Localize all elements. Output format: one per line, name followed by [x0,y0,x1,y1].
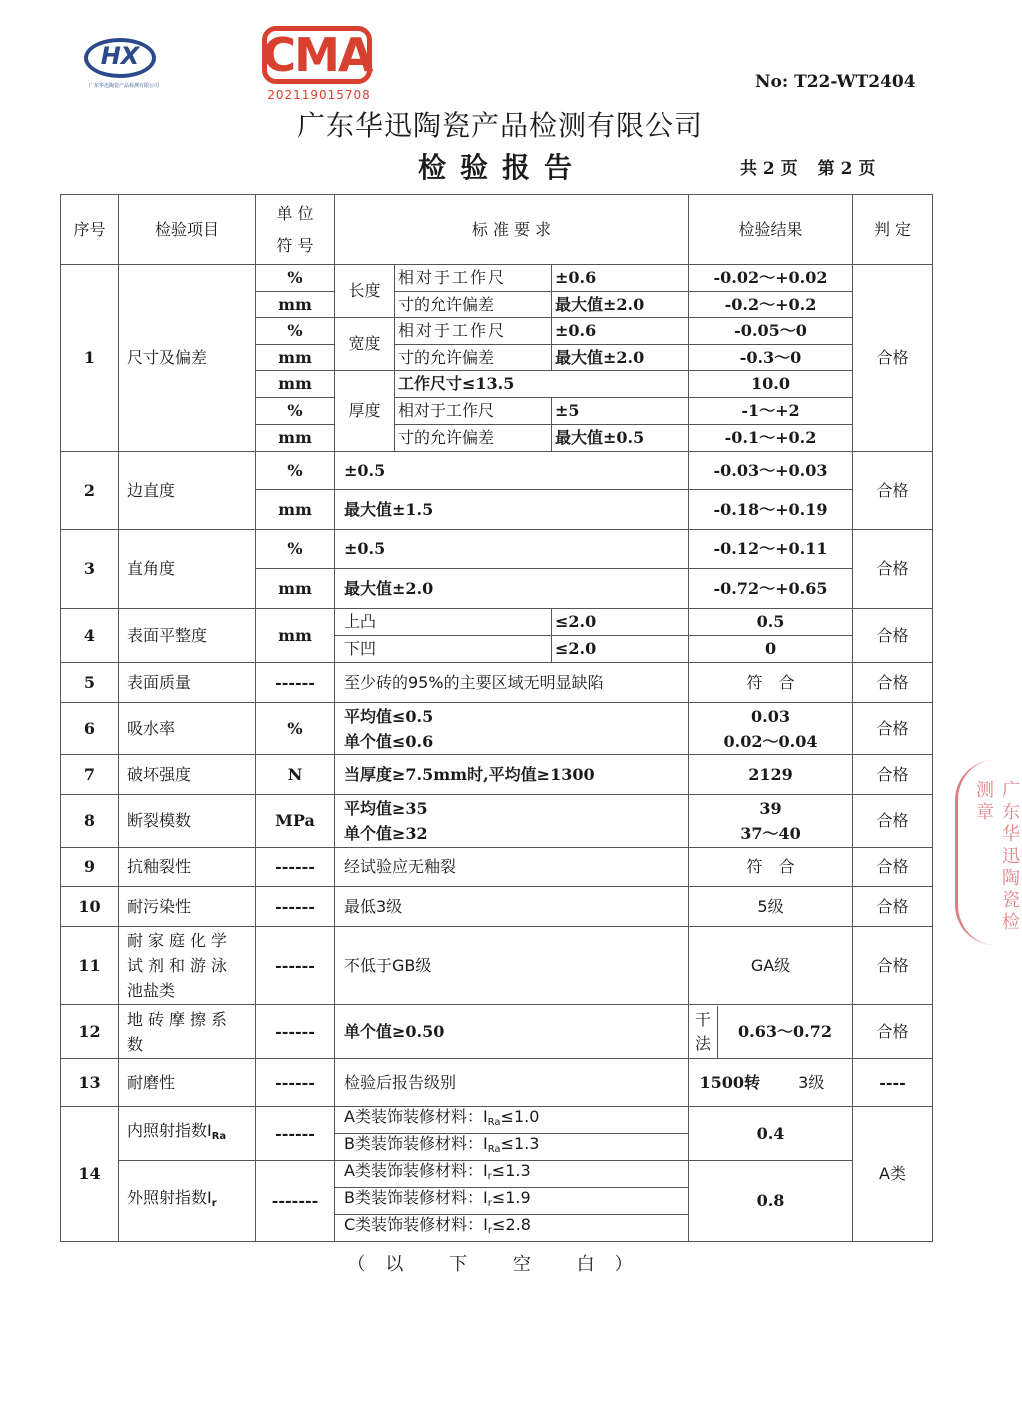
row14-item-internal-text: 内照射指数I [127,1120,212,1140]
row14-std-external-a-sub: r [487,1171,492,1182]
row12-standard: 单个值≥0.50 [335,1005,689,1059]
row7-verdict: 合格 [853,755,933,795]
row6-result-line1: 0.03 [751,706,790,726]
row7-seq: 7 [61,755,119,795]
row2-result-1: -0.03～+0.03 [689,452,853,490]
cma-number: 202119015708 [267,88,371,102]
row14-std-internal-a-sub: Ra [487,1117,501,1128]
cma-logo [258,24,380,106]
row8-standard-line1: 平均值≥35 [344,799,428,818]
row14-std-external-b-limit: ≤1.9 [491,1188,531,1207]
row8-standard [335,795,689,848]
row1-value-6: ±5 [552,398,689,425]
row1-width-desc-1: 相对于工作尺 [395,318,552,345]
row13-item: 耐磨性 [119,1059,256,1107]
row6-result-line2: 0.02～0.04 [723,731,818,751]
row11-verdict: 合格 [853,927,933,1005]
row14-std-internal-a-text: A类装饰装修材料：I [344,1107,488,1126]
row6-unit: % [256,703,335,755]
row11-result: GA级 [689,927,853,1005]
row6-standard-line2: 单个值≤0.6 [344,731,434,751]
row14-item-external-text: 外照射指数I [127,1188,212,1207]
row2-seq: 2 [61,452,119,530]
row12-method [689,1006,718,1058]
row10-item: 耐污染性 [119,887,256,927]
row12-item-line2: 数 [127,1034,149,1054]
row9-item: 抗釉裂性 [119,848,256,887]
row4-convex-label: 上凸 [335,609,552,636]
row1-thickness-label: 厚度 [335,371,395,452]
row1-unit-2: mm [256,292,335,318]
report-title: 检验报告 [418,151,587,184]
row11-item [119,927,256,1005]
row1-unit-6: % [256,398,335,425]
row4-concave-value: ≤2.0 [552,636,689,663]
row9-standard: 经试验应无釉裂 [335,848,689,887]
row7-standard: 当厚度≥7.5mm时,平均值≥1300 [335,755,689,795]
row14-std-internal-a [335,1107,689,1134]
row1-seq: 1 [61,265,119,452]
row1-value-1: ±0.6 [552,265,689,292]
table-row [61,265,933,292]
row13-result-revolutions: 1500转 [699,1072,761,1092]
row12-result: 0.63～0.72 [738,1021,832,1041]
row10-result: 5级 [689,887,853,927]
row14-item-external-sub: r [211,1198,217,1209]
row1-thickness-desc-1: 相对于工作尺 [395,398,552,425]
row14-std-external-b-sub: r [487,1198,492,1209]
table-row [61,703,933,755]
row4-concave-result: 0 [689,636,853,663]
table-row [61,530,933,569]
row2-unit-1: % [256,452,335,490]
row3-result-1: -0.12～+0.11 [689,530,853,569]
row3-standard-1: ±0.5 [335,530,689,569]
row11-item-line3: 池盐类 [127,981,176,1000]
row4-item: 表面平整度 [119,609,256,663]
seal-stamp-text: 广东华迅陶瓷检测章 [973,780,1020,934]
row9-unit: ------ [256,848,335,887]
row14-verdict: A类 [853,1107,933,1242]
row6-standard [335,703,689,755]
row1-unit-7: mm [256,425,335,452]
row14-std-external-b-text: B类装饰装修材料：I [344,1188,488,1207]
table-row [61,1059,933,1107]
blank-below-note: （以 下 空 白） [347,1254,653,1275]
table-row [61,848,933,887]
col-verdict-header: 判 定 [853,195,933,265]
col-seq-header: 序号 [61,195,119,265]
row11-item-line2: 试剂和游泳 [127,956,233,975]
table-row [61,1107,933,1134]
row5-verdict: 合格 [853,663,933,703]
table-row [61,927,933,1005]
row5-item: 表面质量 [119,663,256,703]
row12-item-line1: 地砖摩擦系 [127,1009,233,1029]
row14-std-internal-a-limit: ≤1.0 [500,1107,540,1126]
row3-verdict: 合格 [853,530,933,609]
total-pages: 共 2 页 [740,159,798,179]
row13-unit: ------ [256,1059,335,1107]
row6-standard-line1: 平均值≤0.5 [344,706,434,726]
row14-std-external-c [335,1215,689,1242]
row4-convex-result: 0.5 [689,609,853,636]
col-unit-header-line2: 符 号 [276,235,314,255]
row13-result-grade: 3级 [798,1072,825,1092]
row11-seq: 11 [61,927,119,1005]
hx-logo-subtitle: 广东华迅陶瓷产品检测有限公司 [88,83,159,89]
row9-seq: 9 [61,848,119,887]
row1-value-2: 最大值±2.0 [552,292,689,318]
row5-seq: 5 [61,663,119,703]
table-row [61,795,933,848]
row1-result-3: -0.05～0 [689,318,853,345]
col-item-header: 检验项目 [119,195,256,265]
row1-unit-1: % [256,265,335,292]
row14-std-external-c-sub: r [487,1225,493,1236]
current-page: 第 2 页 [817,159,876,179]
inspection-table [60,194,933,1242]
row1-value-4: 最大值±2.0 [552,345,689,371]
row9-result: 符 合 [689,848,853,887]
col-unit-header [256,195,335,265]
row8-item: 断裂模数 [119,795,256,848]
row14-item-internal-sub: Ra [211,1130,227,1142]
row1-length-label: 长度 [335,265,395,318]
table-row [61,1005,933,1059]
row8-seq: 8 [61,795,119,848]
table-row [61,609,933,636]
row3-seq: 3 [61,530,119,609]
row2-verdict: 合格 [853,452,933,530]
row5-unit: ------ [256,663,335,703]
row13-standard: 检验后报告级别 [335,1059,689,1107]
table-row [61,887,933,927]
row1-value-5: 工作尺寸≤13.5 [395,371,689,398]
table-row [61,755,933,795]
row1-item: 尺寸及偏差 [119,265,256,452]
row8-verdict: 合格 [853,795,933,848]
row13-result-cell [689,1059,853,1107]
row7-item: 破坏强度 [119,755,256,795]
row12-unit: ------ [256,1005,335,1059]
row2-item: 边直度 [119,452,256,530]
table-header-row [61,195,933,265]
row3-standard-2: 最大值±2.0 [335,569,689,609]
row3-unit-2: mm [256,569,335,609]
row12-result-cell [689,1005,853,1059]
row12-method-line1: 干 [695,1009,712,1029]
row12-seq: 12 [61,1005,119,1059]
row14-result-internal: 0.4 [689,1107,853,1161]
row1-result-1: -0.02～+0.02 [689,265,853,292]
row1-result-2: -0.2～+0.2 [689,292,853,318]
col-result-header: 检验结果 [689,195,853,265]
col-unit-header-line1: 单 位 [276,203,314,223]
cma-logo-letters: CMA [262,28,372,82]
row1-unit-5: mm [256,371,335,398]
row1-thickness-desc-2: 寸的允许偏差 [395,425,552,452]
row4-seq: 4 [61,609,119,663]
row4-unit: mm [256,609,335,663]
row14-std-external-a [335,1161,689,1188]
row4-convex-value: ≤2.0 [552,609,689,636]
row14-std-external-a-limit: ≤1.3 [491,1161,531,1180]
row10-verdict: 合格 [853,887,933,927]
row8-result-line1: 39 [759,799,782,818]
hx-logo [78,38,170,93]
row1-width-label: 宽度 [335,318,395,371]
company-name: 广东华迅陶瓷产品检测有限公司 [296,109,703,142]
table-row [61,1161,933,1188]
row12-verdict: 合格 [853,1005,933,1059]
row13-seq: 13 [61,1059,119,1107]
table-row [61,452,933,490]
row1-verdict: 合格 [853,265,933,452]
col-standard-header: 标 准 要 求 [335,195,689,265]
row1-unit-3: % [256,318,335,345]
row7-result: 2129 [689,755,853,795]
row1-unit-4: mm [256,345,335,371]
row3-item: 直角度 [119,530,256,609]
row2-unit-2: mm [256,490,335,530]
row1-value-3: ±0.6 [552,318,689,345]
row6-result [689,703,853,755]
seal-stamp [955,760,1020,945]
row1-length-desc-2: 寸的允许偏差 [395,292,552,318]
row8-standard-line2: 单个值≥32 [344,824,428,843]
row1-result-4: -0.3～0 [689,345,853,371]
row13-verdict: ---- [853,1059,933,1107]
row14-std-external-b [335,1188,689,1215]
row4-verdict: 合格 [853,609,933,663]
row14-seq: 14 [61,1107,119,1242]
row14-std-internal-b-text: B类装饰装修材料：I [344,1134,488,1153]
row7-unit: N [256,755,335,795]
row5-result: 符 合 [689,663,853,703]
row9-verdict: 合格 [853,848,933,887]
row14-std-internal-b-sub: Ra [487,1144,501,1155]
row5-standard: 至少砖的95%的主要区域无明显缺陷 [335,663,689,703]
row4-concave-label: 下凹 [335,636,552,663]
row6-item: 吸水率 [119,703,256,755]
row14-item-internal [119,1107,256,1161]
row10-seq: 10 [61,887,119,927]
row8-result [689,795,853,848]
row1-result-7: -0.1～+0.2 [689,425,853,452]
row8-unit: MPa [256,795,335,848]
report-number: No: T22-WT2404 [755,72,916,92]
row14-result-external: 0.8 [689,1161,853,1242]
row2-standard-2: 最大值±1.5 [335,490,689,530]
row1-value-7: 最大值±0.5 [552,425,689,452]
row6-seq: 6 [61,703,119,755]
row3-result-2: -0.72～+0.65 [689,569,853,609]
row14-std-external-c-limit: ≤2.8 [492,1215,531,1234]
row14-std-internal-b-limit: ≤1.3 [500,1134,540,1153]
row3-unit-1: % [256,530,335,569]
row2-standard-1: ±0.5 [335,452,689,490]
row1-result-5: 10.0 [689,371,853,398]
row14-unit-internal: ------ [256,1107,335,1161]
row14-std-internal-b [335,1134,689,1161]
row8-result-line2: 37～40 [740,824,801,843]
hx-logo-text: HX [100,42,140,70]
row14-item-external [119,1161,256,1242]
row1-length-desc-1: 相对于工作尺 [395,265,552,292]
row12-item [119,1005,256,1059]
row6-verdict: 合格 [853,703,933,755]
row1-width-desc-2: 寸的允许偏差 [395,345,552,371]
row2-result-2: -0.18～+0.19 [689,490,853,530]
row14-unit-external: ------- [256,1161,335,1242]
row1-result-6: -1～+2 [689,398,853,425]
row11-item-line1: 耐家庭化学 [127,931,233,950]
row10-unit: ------ [256,887,335,927]
row14-std-external-a-text: A类装饰装修材料：I [344,1161,488,1180]
page-info [740,154,895,179]
table-row [61,663,933,703]
row10-standard: 最低3级 [335,887,689,927]
row11-standard: 不低于GB级 [335,927,689,1005]
row12-method-line2: 法 [695,1033,712,1053]
row14-std-external-c-text: C类装饰装修材料：I [344,1215,488,1234]
row11-unit: ------ [256,927,335,1005]
